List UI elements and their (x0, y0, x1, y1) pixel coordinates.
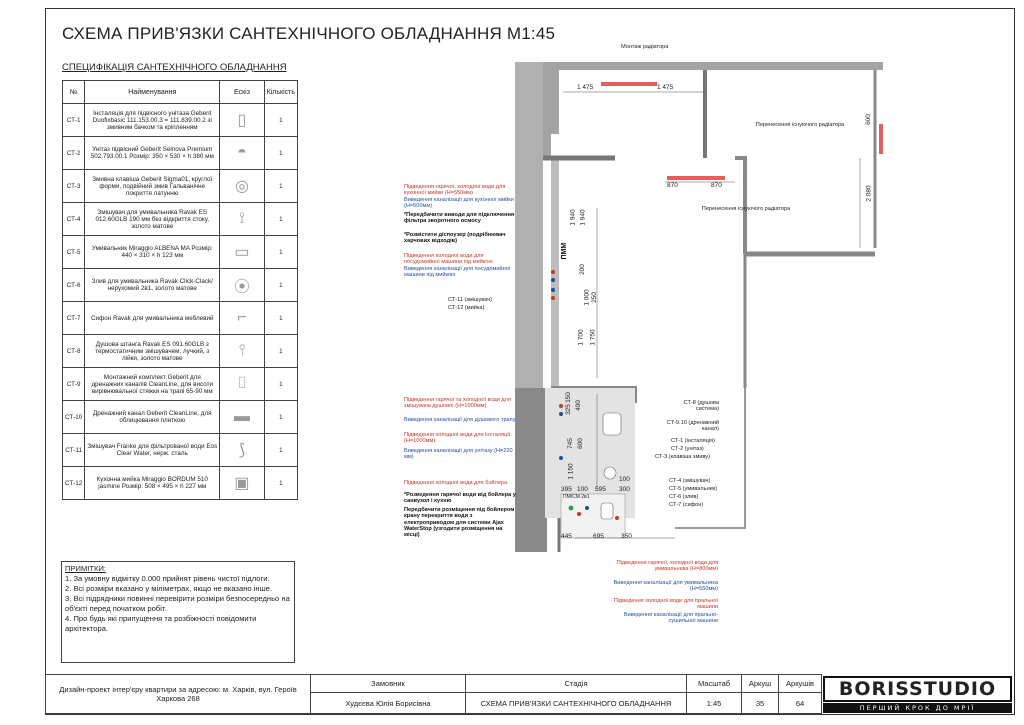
spec-row (63, 104, 298, 137)
product-sketch-icon: ⌷ (237, 375, 247, 392)
dim-label: 1 150 (567, 463, 575, 480)
product-sketch-icon: ▯ (237, 112, 247, 129)
row-no: СТ-8 (63, 335, 85, 368)
dim-label: 600 (576, 438, 584, 449)
row-sketch (220, 467, 264, 500)
ct3-label: СТ-3 (клавіша змиву) (655, 454, 710, 460)
product-sketch-icon: ⫯ (238, 342, 246, 359)
dim-label: 600 (864, 114, 872, 125)
row-sketch (220, 368, 264, 401)
row-no: СТ-9 (63, 368, 85, 401)
note-item: 4. Про будь які припущення та розбіжності повідомити архітектора. (65, 614, 257, 633)
shower-sewer-label: Виведення каналізації для душового трапу (404, 417, 516, 423)
ct5-label: СТ-5 (умивальник) (669, 486, 718, 492)
sheet-heading: Аркуш (742, 675, 779, 693)
ct4-label: СТ-4 (змішувач) (669, 478, 711, 484)
row-sketch (220, 137, 264, 170)
row-qty: 1 (264, 203, 297, 236)
row-name: Умивальник Miraggio ALBENA MA Розмір: 440 × 310 × h 123 мм (85, 236, 220, 269)
scale-heading: Масштаб (687, 675, 742, 693)
row-qty: 1 (264, 368, 297, 401)
kitchen-supply-label: Підведення гарячої, холодної води для кухонної мийки (H=550мм) (404, 184, 506, 197)
row-sketch (220, 104, 264, 137)
ct8-label: СТ-8 (душова система) (683, 400, 719, 413)
dim-label: 1 940 (569, 209, 577, 226)
row-sketch (220, 269, 264, 302)
spec-row (63, 269, 298, 302)
row-no: СТ-12 (63, 467, 85, 500)
note-item: 3. Всі підрядники повинні перевірити розміри безпосередньо на об'єкті перед початком робіт. (65, 594, 290, 613)
row-name: Монтажний комплект Geberit для дренажних каналів CleanLine, для висоти вирівнювальної стяжки на трапі 65-90 мм (85, 368, 220, 401)
ct12-label: СТ-12 (мийка) (448, 305, 485, 311)
move-radiator-label-2: Перенесення існуючого радіатора (701, 206, 791, 212)
row-no: СТ-3 (63, 170, 85, 203)
note-item: 2. Всі розміри вказано у міліметрах, якщо не вказано інше. (65, 584, 273, 593)
spec-row (63, 203, 298, 236)
scale-value: 1:45 (687, 693, 742, 714)
notes-box (61, 561, 295, 663)
kitchen-sewer-label: Виведення каналізації для кухонної мийки (H=500мм) (404, 197, 514, 210)
dim-label: 100 (577, 486, 588, 493)
product-sketch-icon: ⦿ (233, 278, 250, 296)
pmm-label: ПММ (561, 242, 569, 260)
row-name: Інсталяція для підвісного унітаза Geberit Duofixbasic 111.153.00.3 = 111.839.00.2 зі змивним бачком та кріпленням (85, 104, 220, 137)
row-qty: 1 (264, 401, 297, 434)
dim-label: 1 000 (583, 289, 591, 306)
dim-label: 350 (621, 533, 632, 540)
product-sketch-icon: ◎ (234, 178, 249, 195)
stage-value: СХЕМА ПРИВ'ЯЗКИ САНТЕХНІЧНОГО ОБЛАДНАННЯ (466, 693, 687, 714)
dim-label: 445 (561, 533, 572, 540)
header-qty: Кількість (264, 81, 297, 104)
row-no: СТ-7 (63, 302, 85, 335)
stage-heading: Стадія (466, 675, 687, 693)
row-qty: 1 (264, 269, 297, 302)
disposer-note: *Розмістити діспоузер (подрібнювач харчових відходів) (404, 232, 506, 245)
filter-note: *Передбачити виводи для підключення фільтра зворотного осмосу (404, 212, 515, 225)
row-no: СТ-5 (63, 236, 85, 269)
boiler-note: *Розведення гарячої води від бойлера у санвузол і кухню (404, 492, 516, 505)
dim-label: 870 (667, 182, 678, 189)
basin-sewer-label: Виведення каналізації для умивальника (H=550мм) (613, 580, 718, 593)
basin-supply-label: Підведення гарячої, холодної води для умивальника (H=800мм) (616, 560, 718, 573)
row-no: СТ-11 (63, 434, 85, 467)
ct2-label: СТ-2 (унітаз) (671, 446, 704, 452)
pm-cm-label: ПМ/СМ 2в1 (563, 494, 590, 500)
product-sketch-icon: ▣ (234, 475, 250, 492)
header-no: № (63, 81, 85, 104)
radiator-mount-label: Монтаж радіатора (621, 44, 669, 50)
spec-row (63, 236, 298, 269)
dim-label: 250 (590, 292, 598, 303)
dim-label: 300 (619, 486, 630, 493)
row-name: Унітаз підвісний Geberit Selnova Premium 502.793.00.1 Розмір: 350 × 530 × h 380 мм (85, 137, 220, 170)
dim-label: 400 (574, 400, 582, 411)
dim-label: 1 940 (579, 209, 587, 226)
row-qty: 1 (264, 434, 297, 467)
spec-row (63, 467, 298, 500)
header-name: Найменування (85, 81, 220, 104)
row-no: СТ-6 (63, 269, 85, 302)
product-sketch-icon: ▬ (233, 408, 250, 425)
row-sketch (220, 335, 264, 368)
row-sketch (220, 434, 264, 467)
dim-label: 595 (595, 486, 606, 493)
dim-label: 1 750 (589, 329, 597, 346)
row-qty: 1 (264, 467, 297, 500)
row-name: Кухонна мийка Miraggio BORDUM 510 jasmine Розмір: 508 × 495 × h 227 мм (85, 467, 220, 500)
row-no: СТ-1 (63, 104, 85, 137)
dim-label: 2 080 (865, 185, 873, 202)
shower-supply-label: Підведення гарячої та холодної води для змішувача душової (H=1000мм) (404, 397, 511, 410)
row-qty: 1 (264, 137, 297, 170)
drawing-title: СХЕМА ПРИВ'ЯЗКИ САНТЕХНІЧНОГО ОБЛАДНАННЯ М1:45 (62, 24, 556, 43)
row-sketch (220, 401, 264, 434)
product-sketch-icon: ⟆ (238, 442, 246, 459)
dim-label: 200 (578, 264, 586, 275)
spec-row (63, 170, 298, 203)
dim-label: 395 (561, 486, 572, 493)
sheets-value: 64 (779, 693, 822, 714)
dim-label: 1 475 (577, 84, 594, 91)
move-radiator-label-1: Перенесення існуючого радіатора (755, 122, 845, 128)
spec-row (63, 368, 298, 401)
sheet-value: 35 (742, 693, 779, 714)
dim-label: 325 (564, 404, 572, 415)
dishwasher-cold-label: Підведення холодної води для посудомийної машини під мийкою (404, 253, 493, 266)
studio-logo: BORISSTUDIO ПЕРШИЙ КРОК ДО МРІЇ (822, 675, 1014, 714)
dim-label: 1 700 (577, 329, 585, 346)
row-name: Душова штанга Ravak ES 091.60GLB з термостатичним змішувачем, лучкий, з лійки, золото матове (85, 335, 220, 368)
install-cold-label: Підведення холодної води для інсталяції (H=1000мм) (404, 432, 511, 445)
row-name: Змішувач для умивальника Ravak ES 012.60GLB 190 мм без відкриття стоку, золото матове (85, 203, 220, 236)
dim-label: 150 (564, 392, 572, 403)
title-block (45, 674, 1013, 714)
row-sketch (220, 302, 264, 335)
row-name: Змивна клавіша Geberit Sigma01, круглої форми, подвійний змив Гальванічне покриття латунню (85, 170, 220, 203)
sheets-heading: Аркушів (779, 675, 822, 693)
row-no: СТ-10 (63, 401, 85, 434)
spec-row (63, 302, 298, 335)
dim-label: 1 475 (657, 84, 674, 91)
row-sketch (220, 236, 264, 269)
wm-cold-label: Підведення холодної води для пральної машини (613, 598, 718, 611)
notes-heading: ПРИМІТКИ: (65, 564, 107, 573)
client-name: Худєєва Юлія Борисівна (311, 693, 466, 714)
product-sketch-icon: ▭ (234, 244, 250, 261)
product-sketch-icon: ⌐ (237, 309, 247, 326)
spec-table (62, 80, 298, 500)
row-qty: 1 (264, 104, 297, 137)
spec-row (63, 335, 298, 368)
ct11-label: СТ-11 (змішувач) (448, 297, 492, 303)
toilet-sewer-label: Виведення каналізації для унітазу (H=220 мм) (404, 448, 513, 461)
spec-row (63, 401, 298, 434)
client-heading: Замовник (311, 675, 466, 693)
product-sketch-icon: ⟟ (238, 210, 245, 227)
valve-note: Передбачити розміщення під бойлером крану перекриття води з електроприводом для системи Ajax WaterStop (узгодити розміщення на місці) (404, 507, 515, 539)
row-qty: 1 (264, 236, 297, 269)
ct7-label: СТ-7 (сифон) (669, 502, 704, 508)
dishwasher-sewer-label: Виведення каналізації для посудомийної машини під мийкою (404, 266, 511, 279)
ct1-label: СТ-1 (інсталяція) (671, 438, 716, 444)
row-qty: 1 (264, 335, 297, 368)
project-description: Дизайн-проект інтер'єру квартири за адресою: м. Харків, вул. Героїв Харкова 268 (46, 675, 311, 714)
floor-plan (515, 44, 883, 552)
row-no: СТ-4 (63, 203, 85, 236)
header-sketch: Ескіз (220, 81, 264, 104)
ct9-10-label: СТ-9.10 (дренажний канал) (666, 420, 719, 433)
spec-row (63, 137, 298, 170)
dim-label: 745 (566, 438, 574, 449)
product-sketch-icon: ◓ (237, 144, 247, 161)
row-sketch (220, 170, 264, 203)
row-name: Злив для умивальника Ravak Click-Clack/нерухомий 2в1, золото матове (85, 269, 220, 302)
dim-label: 695 (593, 533, 604, 540)
dim-label: 100 (619, 476, 630, 483)
row-name: Сифон Ravak для умивальника меблевий (85, 302, 220, 335)
spec-row (63, 434, 298, 467)
wm-sewer-label: Виведення каналізації для прально-сушильної машини (623, 612, 718, 625)
row-qty: 1 (264, 170, 297, 203)
note-item: 1. За умовну відмітку 0.000 прийнят рівень чистої підлоги. (65, 574, 270, 583)
row-name: Дренажний канал Geberit CleanLine, для облицювання плиткою (85, 401, 220, 434)
spec-title: СПЕЦИФІКАЦІЯ САНТЕХНІЧНОГО ОБЛАДНАННЯ (62, 62, 287, 73)
row-name: Змішувач Franke для фільтрованої води Eos Clear Water, нерж. сталь (85, 434, 220, 467)
boiler-supply-label: Підведення холодної води для бойлера (404, 480, 508, 486)
dim-label: 870 (711, 182, 722, 189)
row-qty: 1 (264, 302, 297, 335)
row-sketch (220, 203, 264, 236)
ct6-label: СТ-6 (злив) (669, 494, 699, 500)
row-no: СТ-2 (63, 137, 85, 170)
